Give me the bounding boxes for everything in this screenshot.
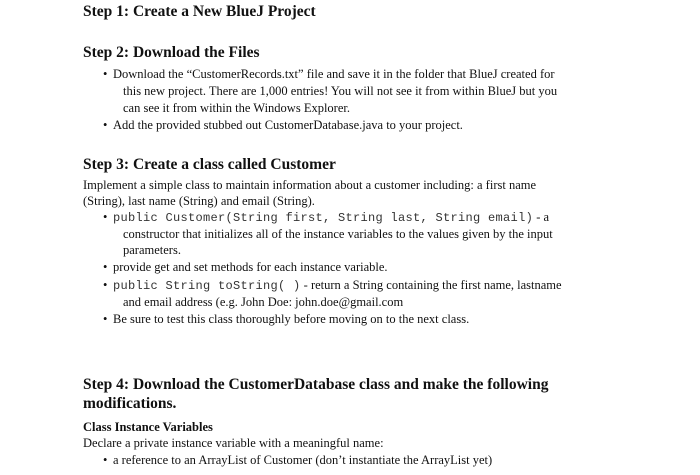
constructor-code: public Customer(String first, String last, String email)	[113, 211, 534, 225]
bullet-icon: •	[103, 453, 108, 467]
bullet-icon: •	[103, 67, 108, 81]
step3-heading: Step 3: Create a class called Customer	[83, 156, 336, 173]
step4-heading-line1: Step 4: Download the CustomerDatabase class and make the following	[83, 376, 549, 393]
step3-intro-line2: (String), last name (String) and email (String).	[83, 194, 315, 208]
step2-bullet1-line3: can see it from within the Windows Explorer.	[123, 101, 350, 115]
bullet-icon: •	[103, 118, 108, 132]
step3-bullet1-line3: parameters.	[123, 243, 181, 257]
step2-bullet1-line1: Download the “CustomerRecords.txt” file and save it in the folder that BlueJ created for	[113, 67, 555, 81]
step3-bullet2-line1: provide get and set methods for each instance variable.	[113, 260, 388, 274]
step4-bullet1-line1: a reference to an ArrayList of Customer (don’t instantiate the ArrayList yet)	[113, 453, 493, 467]
step3-bullet3-line1	[113, 278, 562, 294]
step3-bullet4-line1: Be sure to test this class thoroughly before moving on to the next class.	[113, 312, 470, 326]
step2-heading: Step 2: Download the Files	[83, 44, 260, 61]
step4-heading-line2: modifications.	[83, 395, 177, 412]
tostring-text-after: - return a String containing the first name, lastname	[300, 278, 562, 292]
bullet-icon: •	[103, 210, 108, 224]
bullet-icon: •	[103, 312, 108, 326]
bullet-icon: •	[103, 260, 108, 274]
tostring-code: public String toString( )	[113, 279, 301, 293]
step2-bullet1-line2: this new project. There are 1,000 entries! You will not see it from within BlueJ but you	[123, 84, 558, 98]
step3-intro-line1: Implement a simple class to maintain information about a customer including: a first name	[83, 178, 537, 192]
step4-intro: Declare a private instance variable with a meaningful name:	[83, 436, 384, 450]
class-instance-variables-subheading: Class Instance Variables	[83, 420, 213, 434]
step3-bullet1-line1	[113, 210, 549, 226]
step3-bullet3-line2: and email address (e.g. John Doe: john.doe@gmail.com	[123, 295, 404, 309]
constructor-text-after: - a	[533, 210, 550, 224]
step3-bullet1-line2: constructor that initializes all of the instance variables to the values given by the input	[123, 227, 553, 241]
bullet-icon: •	[103, 278, 108, 292]
step1-heading: Step 1: Create a New BlueJ Project	[83, 3, 316, 20]
step2-bullet2-line1: Add the provided stubbed out CustomerDatabase.java to your project.	[113, 118, 463, 132]
